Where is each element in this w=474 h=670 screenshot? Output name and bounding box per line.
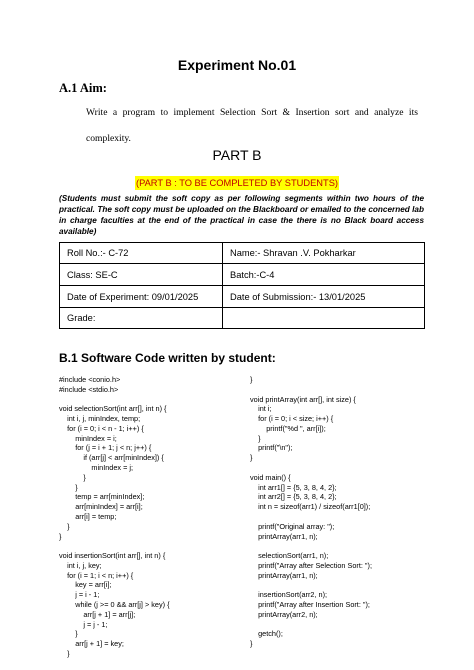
grade-label-cell: Grade: [60,308,223,329]
aim-text: Write a program to implement Selection Sort & Insertion sort and analyze its complexity. [86,107,418,144]
part-subtitle-highlight: (PART B : TO BE COMPLETED BY STUDENTS) [136,178,338,188]
part-subtitle-wrap [0,173,474,191]
aim-heading: A.1 Aim: [59,81,107,95]
date-of-experiment-cell: Date of Experiment: 09/01/2025 [60,286,223,308]
code-block-left: #include <conio.h> #include <stdio.h> void selectionSort(int arr[], int n) { int i, j, minIndex, temp; for (i = 0; i < n - 1; i++) { minIndex = i; for (j = i + 1; j < n; j++) { if (arr[j] < arr[minIndex]) { minIndex = j; } } temp = arr[minIndex]; arr[minIndex] = arr[i]; arr[i] = temp; } } void insertionSort(int arr[], int n) { int i, j, key; for (i = 1; i < n; i++) { key = arr[i]; j = i - 1; while (j >= 0 && arr[j] > key) { arr[j + 1] = arr[j]; j = j - 1; } arr[j + 1] = key; } [59,375,170,658]
batch-cell: Batch:-C-4 [223,264,425,286]
table-row [60,286,425,308]
date-of-submission-cell: Date of Submission:- 13/01/2025 [223,286,425,308]
student-name-cell: Name:- Shravan .V. Pokharkar [223,243,425,264]
roll-no-cell: Roll No.:- C-72 [60,243,223,264]
part-title: PART B [212,147,262,163]
class-cell: Class: SE-C [60,264,223,286]
code-section-heading: B.1 Software Code written by student: [59,351,276,365]
grade-value-cell [223,308,425,329]
code-block-right: } void printArray(int arr[], int size) { int i; for (i = 0; i < size; i++) { printf("%d ", arr[i]); } printf("\n"); } void main() { int arr1[] = {5, 3, 8, 4, 2}; int arr2[] = {5, 3, 8, 4, 2}; int n = sizeof(arr1) / sizeof(arr1[0]); printf("Original array: "); printArray(arr1, n); selectionSort(arr1, n); printf("Array after Selection Sort: "); printArray(arr1, n); insertionSort(arr2, n); printf("Array after Insertion Sort: "); printArray(arr2, n); getch(); } [250,375,372,649]
student-info-table [59,242,425,329]
table-row [60,243,425,264]
experiment-title: Experiment No.01 [177,57,297,73]
table-row [60,264,425,286]
table-row [60,308,425,329]
submission-note: (Students must submit the soft copy as per following segments within two hours of the practical. The soft copy must be uploaded on the Blackboard or emailed to the concerned lab in charge faculties at the end of the practical in case the there is no Black board access available) [59,194,424,236]
